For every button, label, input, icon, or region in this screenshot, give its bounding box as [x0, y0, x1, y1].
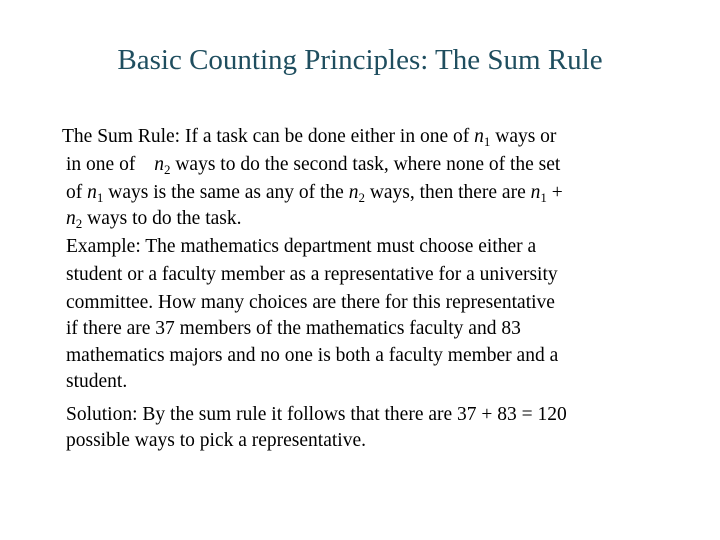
rule-line-1: The Sum Rule: If a task can be done either in one of $n_1$ ways or	[62, 126, 557, 149]
math-n1: $n_1$	[474, 126, 491, 149]
example-line-6: student.	[66, 371, 128, 392]
rule-term: The Sum Rule	[62, 126, 175, 147]
math-n1: $n_1$	[530, 182, 547, 205]
math-n2: $n_2$	[348, 182, 365, 205]
example-line-5: mathematics majors and no one is both a faculty member and a	[66, 345, 559, 366]
example-line-4: if there are 37 members of the mathematics faculty and 83	[66, 318, 521, 339]
math-n2: $n_2$	[66, 208, 83, 231]
rule-line-3: of $n_1$ ways is the same as any of the $n_2$ ways, then there are $n_1$ +	[66, 182, 563, 205]
rule-line-4: $n_2$ ways to do the task.	[66, 208, 242, 231]
solution-line-2: possible ways to pick a representative.	[66, 430, 366, 451]
rule-line-2: in one of $n_2$ ways to do the second task, where none of the set	[66, 154, 561, 177]
example-line-2: student or a faculty member as a representative for a university	[66, 264, 558, 285]
solution-label: Solution	[66, 404, 133, 425]
slide-title: Basic Counting Principles: The Sum Rule	[117, 44, 603, 76]
solution-line-1: Solution: By the sum rule it follows that there are 37 + 83 = 120	[66, 404, 567, 425]
example-label: Example	[66, 236, 136, 257]
example-line-3: committee. How many choices are there for this representative	[66, 292, 555, 313]
math-n2: $n_2$	[154, 154, 171, 177]
math-n1: $n_1$	[87, 182, 104, 205]
example-line-1: Example: The mathematics department must choose either a	[66, 236, 537, 257]
